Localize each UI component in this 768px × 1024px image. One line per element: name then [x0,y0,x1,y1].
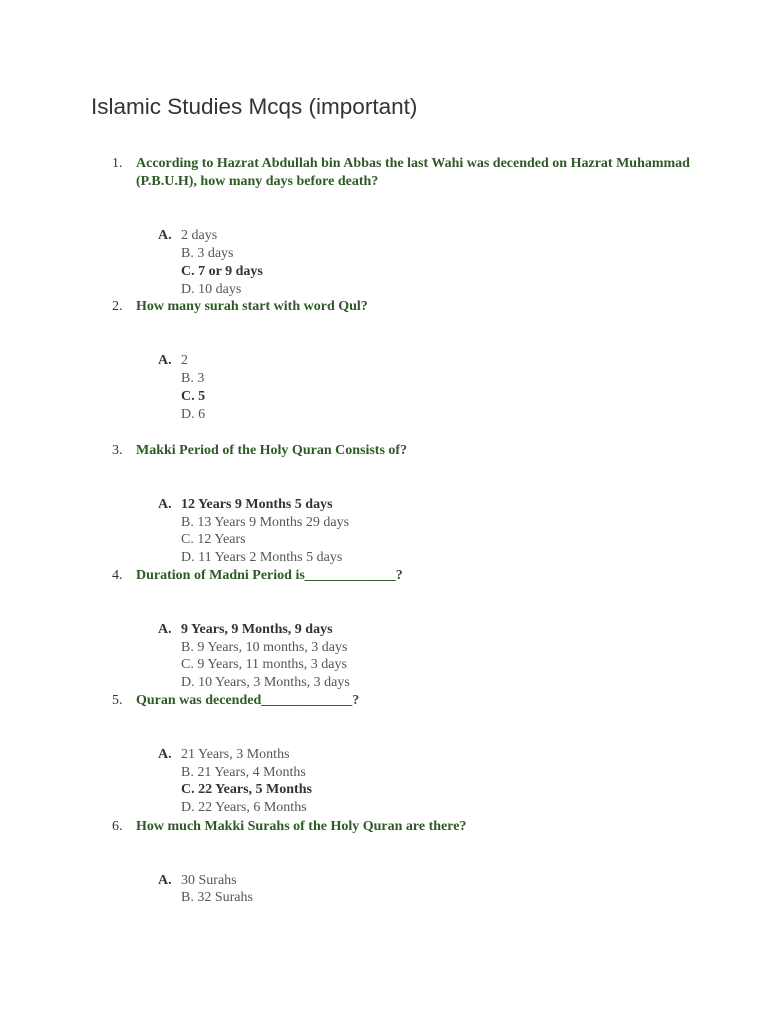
question-text: Makki Period of the Holy Quran Consists of? [136,443,408,458]
option-text: 22 Years, 5 Months [198,782,312,797]
option-letter: D. [181,282,195,297]
option-letter: C. [181,782,195,797]
option-text: 6 [198,407,206,422]
option-text: 10 days [198,282,242,297]
option-b [181,889,253,907]
option-letter: B. [181,765,194,780]
option-b [181,514,349,532]
option-letter: A. [158,873,172,888]
question-number: 4. [112,568,123,583]
option-text: 3 days [197,246,234,261]
option-b [181,639,347,657]
option-text: 9 Years, 10 months, 3 days [197,640,348,655]
option-text: 10 Years, 3 Months, 3 days [198,675,350,690]
option-b [181,245,234,263]
option-letter: D. [181,550,195,565]
option-b [181,370,204,388]
document-title: Islamic Studies Mcqs (important) [91,94,418,119]
question-number: 3. [112,443,123,458]
option-text: 2 days [181,228,218,243]
option-letter: C. [181,264,195,279]
option-a [158,872,237,890]
option-text: 21 Years, 3 Months [181,747,290,762]
option-c [181,656,347,674]
question-text: How much Makki Surahs of the Holy Quran are there? [136,819,467,834]
option-text: 21 Years, 4 Months [197,765,306,780]
option-letter: D. [181,407,195,422]
option-text: 30 Surahs [181,873,237,888]
option-letter: A. [158,353,172,368]
option-letter: B. [181,246,194,261]
question-text: How many surah start with word Qul? [136,299,368,314]
option-text: 3 [197,371,205,386]
option-d [181,406,205,424]
question-number: 5. [112,693,123,708]
option-d [181,799,307,817]
option-a [158,227,218,245]
option-b [181,764,306,782]
question-text: Duration of Madni Period is_____________? [136,568,403,583]
option-c [181,388,205,406]
question-text: Quran was decended_____________? [136,693,360,708]
option-letter: B. [181,371,194,386]
option-letter: A. [158,497,172,512]
question-text: According to Hazrat Abdullah bin Abbas the last Wahi was decended on Hazrat Muhammad (P.B.U.H), how many days before death? [136,156,690,189]
question-number: 2. [112,299,123,314]
option-letter: C. [181,532,194,547]
option-letter: D. [181,675,195,690]
option-letter: A. [158,622,172,637]
option-letter: C. [181,389,195,404]
option-letter: A. [158,228,172,243]
option-text: 9 Years, 9 Months, 9 days [181,622,333,637]
option-a [158,621,333,639]
option-letter: B. [181,515,194,530]
option-a [158,496,333,514]
option-d [181,674,350,692]
option-text: 9 Years, 11 months, 3 days [197,657,347,672]
option-letter: B. [181,640,194,655]
option-text: 7 or 9 days [198,264,263,279]
option-text: 22 Years, 6 Months [198,800,307,815]
option-a [158,746,290,764]
option-letter: A. [158,747,172,762]
option-text: 32 Surahs [197,890,253,905]
option-text: 5 [198,389,206,404]
question-number: 1. [112,156,123,171]
option-d [181,281,241,299]
option-letter: B. [181,890,194,905]
option-d [181,549,342,567]
option-letter: C. [181,657,194,672]
option-a [158,352,188,370]
option-text: 12 Years [197,532,246,547]
option-text: 12 Years 9 Months 5 days [181,497,333,512]
option-letter: D. [181,800,195,815]
question-number: 6. [112,819,123,834]
option-c [181,531,246,549]
option-text: 11 Years 2 Months 5 days [198,550,343,565]
option-c [181,263,263,281]
option-c [181,781,312,799]
option-text: 13 Years 9 Months 29 days [197,515,350,530]
option-text: 2 [181,353,188,368]
